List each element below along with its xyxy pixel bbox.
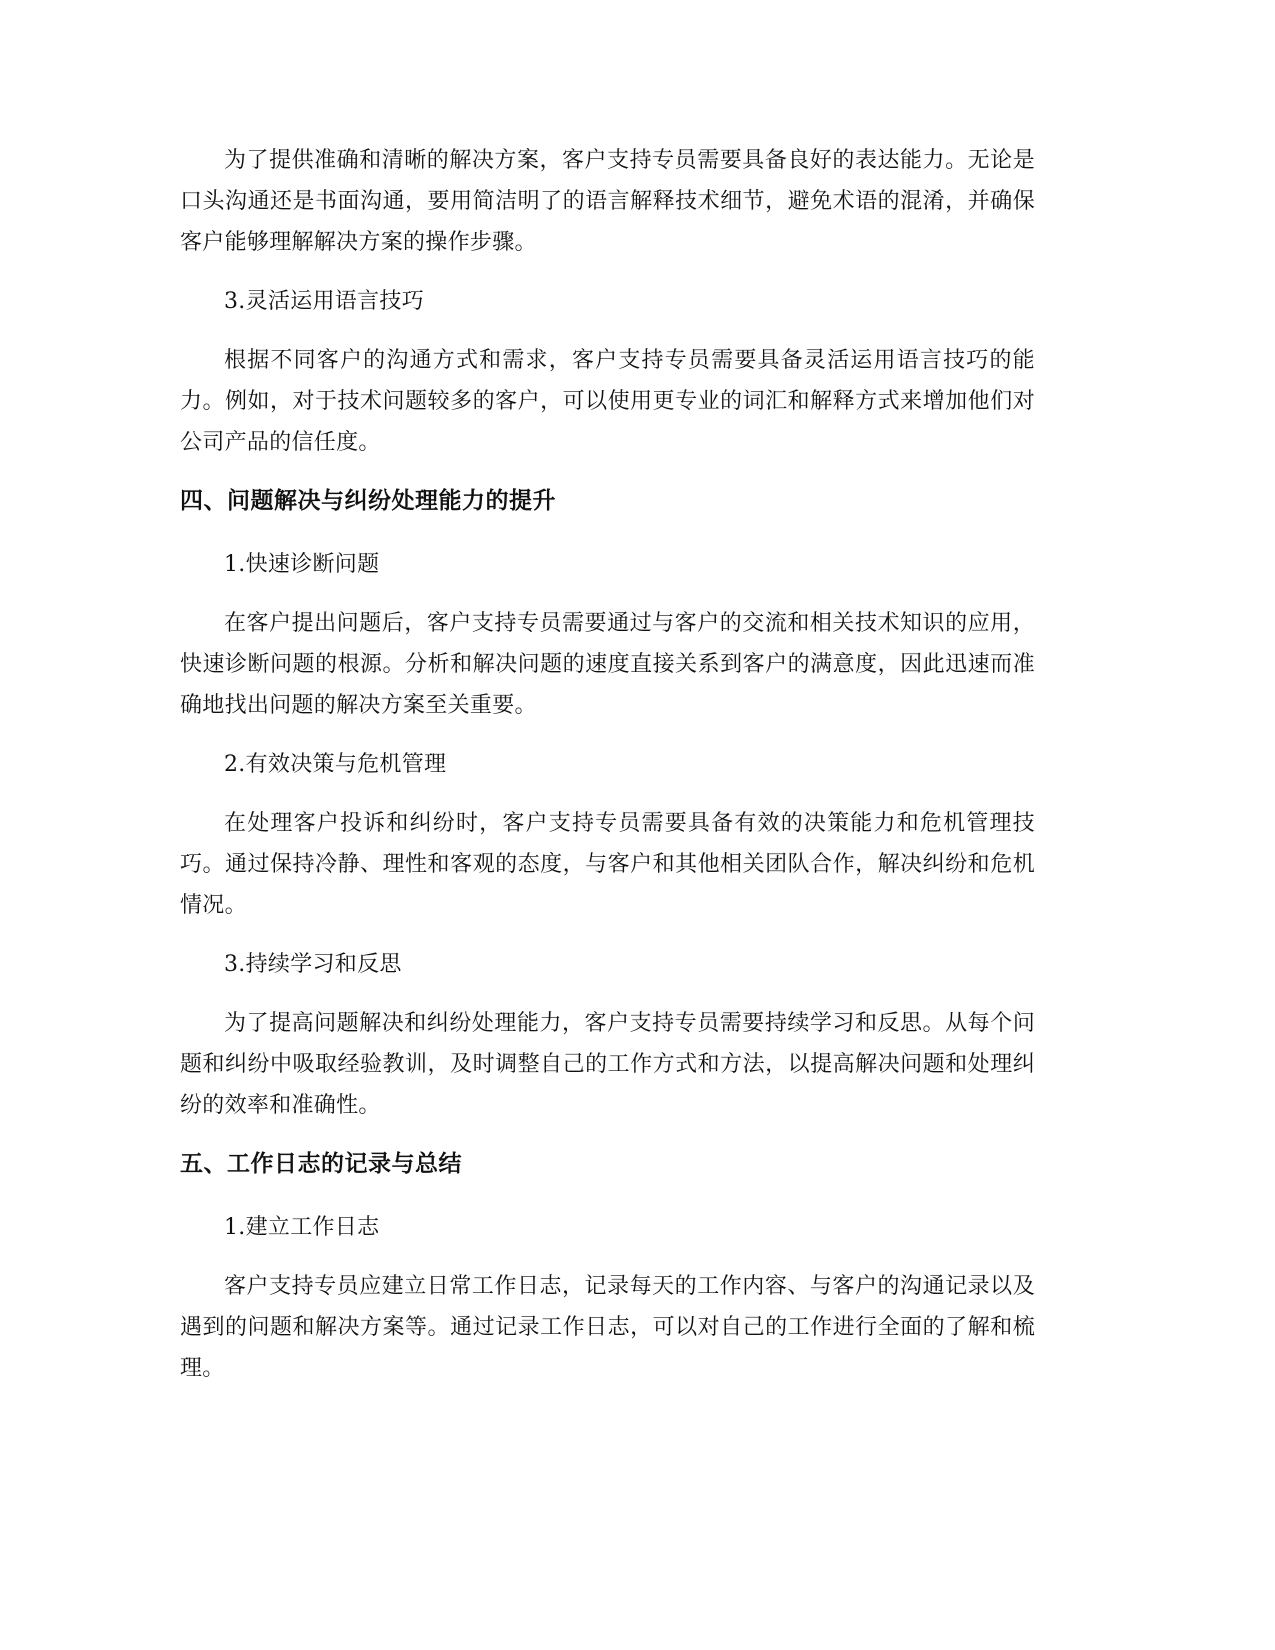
paragraph-quick-diagnosis: 在客户提出问题后，客户支持专员需要通过与客户的交流和相关技术知识的应用，快速诊断问题的根源。分析和解决问题的速度直接关系到客户的满意度，因此迅速而准确地找出问题的解决方案至关重要。 [180, 611, 1035, 718]
paragraph-decision-crisis: 在处理客户投诉和纠纷时，客户支持专员需要具备有效的决策能力和危机管理技巧。通过保持冷静、理性和客观的态度，与客户和其他相关团队合作，解决纠纷和危机情况。 [180, 811, 1035, 918]
subheading-build-log: 1.建立工作日志 [224, 1215, 380, 1240]
paragraph-continuous-learning: 为了提高问题解决和纠纷处理能力，客户支持专员需要持续学习和反思。从每个问题和纠纷中吸取经验教训，及时调整自己的工作方式和方法，以提高解决问题和处理纠纷的效率和准确性。 [180, 1011, 1035, 1118]
subheading-flexible-language: 3.灵活运用语言技巧 [224, 289, 424, 314]
document-page [180, 140, 1035, 1407]
section-heading-problem-solving: 四、问题解决与纠纷处理能力的提升 [180, 488, 556, 514]
subheading-continuous-learning: 3.持续学习和反思 [224, 952, 402, 977]
paragraph-build-log: 客户支持专员应建立日常工作日志，记录每天的工作内容、与客户的沟通记录以及遇到的问题和解决方案等。通过记录工作日志，可以对自己的工作进行全面的了解和梳理。 [180, 1274, 1035, 1381]
subheading-quick-diagnosis: 1.快速诊断问题 [224, 552, 380, 577]
subheading-decision-crisis: 2.有效决策与危机管理 [224, 752, 447, 777]
section-heading-work-log: 五、工作日志的记录与总结 [180, 1151, 462, 1177]
paragraph-expression-ability: 为了提供准确和清晰的解决方案，客户支持专员需要具备良好的表达能力。无论是口头沟通还是书面沟通，要用简洁明了的语言解释技术细节，避免术语的混淆，并确保客户能够理解解决方案的操作步骤。 [180, 148, 1035, 255]
paragraph-language-skills: 根据不同客户的沟通方式和需求，客户支持专员需要具备灵活运用语言技巧的能力。例如，对于技术问题较多的客户，可以使用更专业的词汇和解释方式来增加他们对公司产品的信任度。 [180, 348, 1035, 455]
